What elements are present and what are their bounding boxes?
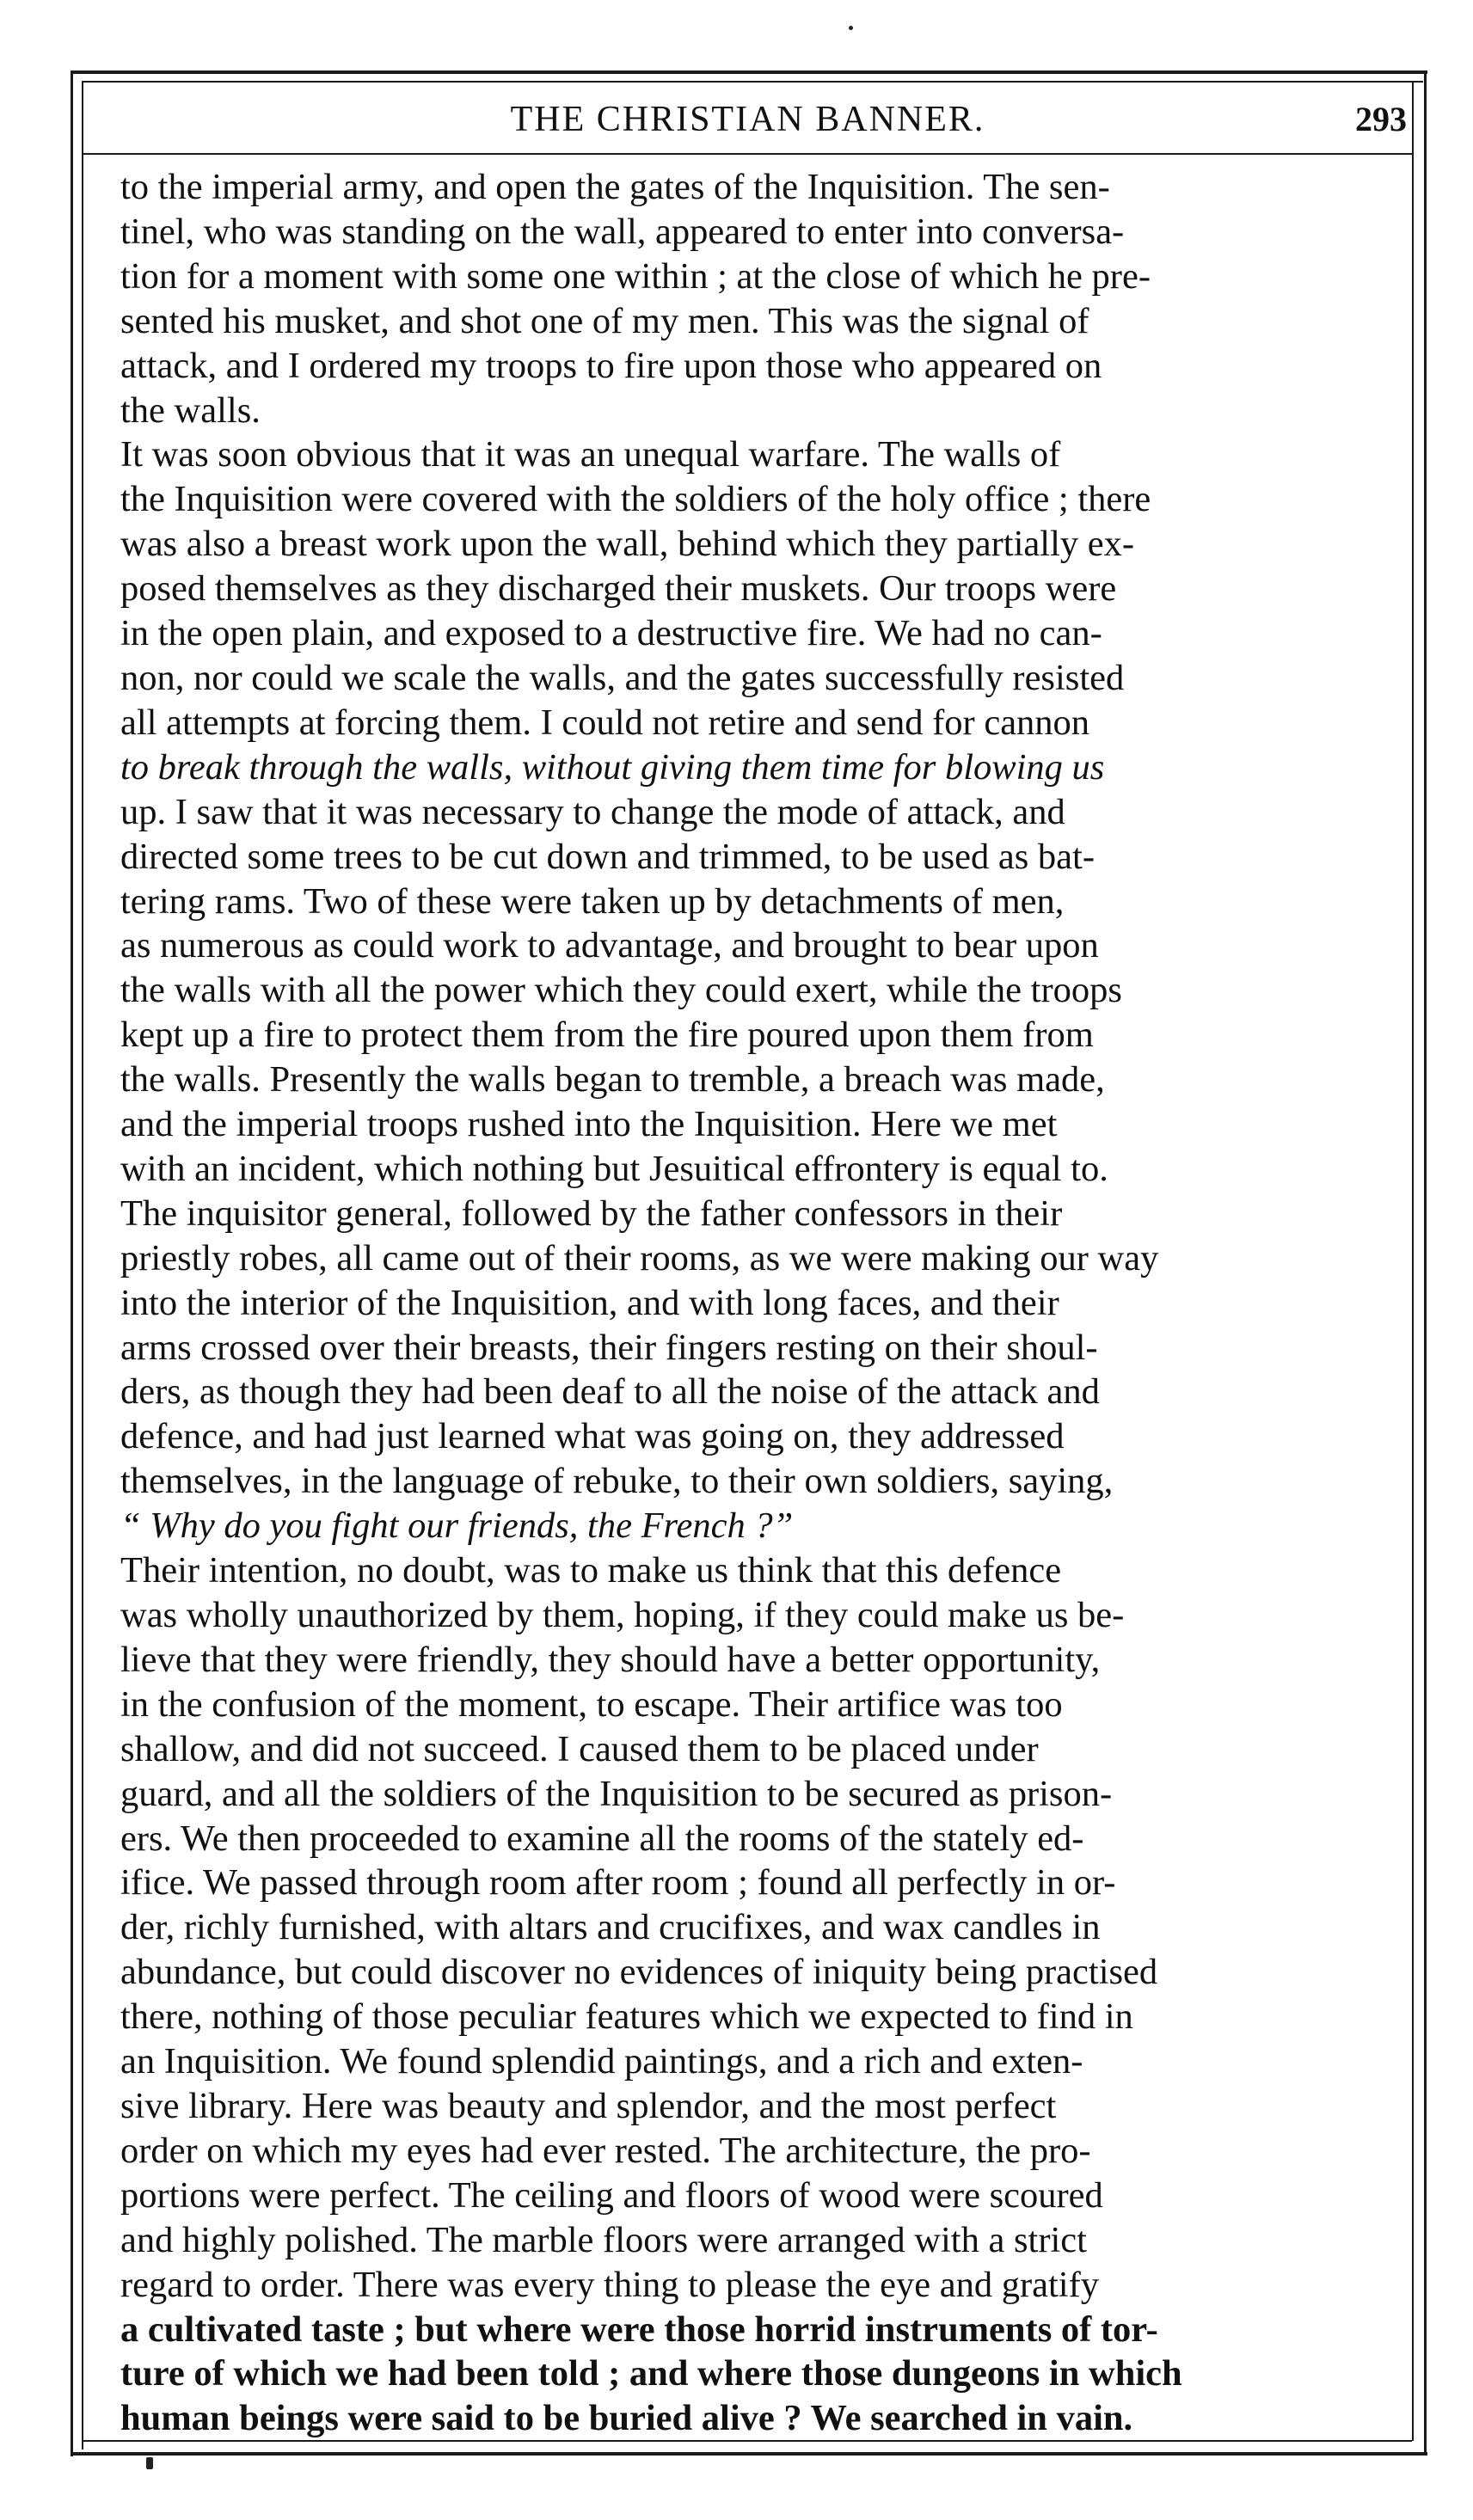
- text-line: shallow, and did not succeed. I caused them to be placed under: [120, 1728, 1039, 1769]
- text-line: defence, and had just learned what was going on, they addressed: [120, 1416, 1065, 1457]
- text-line: the walls. Presently the walls began to tremble, a breach was made,: [120, 1059, 1105, 1101]
- text-line: The inquisitor general, followed by the father confessors in their: [120, 1193, 1063, 1234]
- text-line: was wholly unauthorized by them, hoping, if they could make us be-: [120, 1595, 1125, 1635]
- text-line: up. I saw that it was necessary to change the mode of attack, and: [120, 791, 1065, 832]
- text-line: ers. We then proceeded to examine all the rooms of the stately ed-: [120, 1818, 1084, 1859]
- text-line: tering rams. Two of these were taken up by detachments of men,: [120, 880, 1065, 922]
- text-line: themselves, in the language of rebuke, to their own soldiers, saying,: [120, 1461, 1114, 1502]
- text-line: posed themselves as they discharged their muskets. Our troops were: [120, 568, 1117, 610]
- text-line: priestly robes, all came out of their rooms, as we were making our way: [120, 1237, 1159, 1278]
- text-line: there, nothing of those peculiar features which we expected to find in: [120, 1996, 1133, 2038]
- text-line: attack, and I ordered my troops to fire upon those who appeared on: [120, 345, 1102, 386]
- text-line: a cultivated taste ; but where were those horrid instruments of tor-: [120, 2308, 1158, 2350]
- text-line: guard, and all the soldiers of the Inquisition to be secured as prison-: [120, 1773, 1113, 1814]
- quoted-speech-line: “ Why do you fight our friends, the French ?”: [120, 1505, 794, 1547]
- text-line: human beings were said to be buried alive ? We searched in vain.: [120, 2398, 1133, 2439]
- text-line: regard to order. There was every thing to please the eye and gratify: [120, 2264, 1099, 2305]
- text-line: ders, as though they had been deaf to all the noise of the attack and: [120, 1371, 1100, 1413]
- text-line: portions were perfect. The ceiling and floors of wood were scoured: [120, 2174, 1103, 2216]
- text-line: the walls.: [120, 389, 261, 431]
- running-head: [83, 90, 1412, 150]
- left-border-rule: [71, 71, 73, 2456]
- text-line: It was soon obvious that it was an unequal warfare. The walls of: [120, 434, 1061, 475]
- text-line: directed some trees to be cut down and trimmed, to be used as bat-: [120, 836, 1095, 877]
- page-number: 293: [1355, 100, 1407, 138]
- text-line: as numerous as could work to advantage, and brought to bear upon: [120, 925, 1099, 966]
- text-line: the walls with all the power which they could exert, while the troops: [120, 970, 1122, 1011]
- text-line: Their intention, no doubt, was to make us think that this defence: [120, 1550, 1062, 1591]
- left-inner-rule: [82, 81, 83, 2449]
- text-line: ture of which we had been told ; and where those dungeons in which: [120, 2353, 1182, 2394]
- text-line: in the open plain, and exposed to a destructive fire. We had no can-: [120, 613, 1102, 654]
- text-line: sive library. Here was beauty and splendor, and the most perfect: [120, 2085, 1057, 2126]
- text-line: der, richly furnished, with altars and crucifixes, and wax candles in: [120, 1907, 1101, 1948]
- bottom-border-rule: [73, 2452, 1427, 2456]
- top-border-rule: [73, 71, 1427, 74]
- text-line: all attempts at forcing them. I could not retire and send for cannon: [120, 702, 1090, 743]
- text-line: ifice. We passed through room after room ; found all perfectly in or-: [120, 1862, 1116, 1904]
- text-line: lieve that they were friendly, they should have a better opportunity,: [120, 1639, 1101, 1680]
- text-line: sented his musket, and shot one of my men. This was the signal of: [120, 300, 1089, 341]
- text-line: order on which my eyes had ever rested. The architecture, the pro-: [120, 2130, 1091, 2171]
- text-line: and highly polished. The marble floors were arranged with a strict: [120, 2219, 1087, 2260]
- text-line-italic: to break through the walls, without giving them time for blowing us: [120, 746, 1105, 788]
- ink-speck: [849, 26, 853, 30]
- text-line: kept up a fire to protect them from the fire poured upon them from: [120, 1015, 1094, 1056]
- journal-title: THE CHRISTIAN BANNER.: [510, 100, 985, 139]
- article-body: [120, 165, 1376, 2441]
- ink-speck: [146, 2457, 153, 2469]
- right-inner-rule: [1412, 81, 1414, 2441]
- text-line: was also a breast work upon the wall, behind which they partially ex-: [120, 524, 1135, 565]
- right-border-rule: [1424, 72, 1427, 2454]
- top-inner-rule: [82, 81, 1423, 83]
- text-line: in the confusion of the moment, to escape. Their artifice was too: [120, 1683, 1063, 1725]
- text-line: the Inquisition were covered with the soldiers of the holy office ; there: [120, 479, 1151, 520]
- header-rule: [83, 153, 1412, 155]
- text-line: to the imperial army, and open the gates of the Inquisition. The sen-: [120, 167, 1110, 207]
- text-line: abundance, but could discover no evidences of iniquity being practised: [120, 1952, 1158, 1993]
- text-line: an Inquisition. We found splendid paintings, and a rich and exten-: [120, 2041, 1083, 2082]
- text-line: tion for a moment with some one within ; at the close of which he pre-: [120, 255, 1151, 297]
- text-line: arms crossed over their breasts, their fingers resting on their shoul-: [120, 1327, 1098, 1368]
- text-line: non, nor could we scale the walls, and the gates successfully resisted: [120, 657, 1125, 698]
- text-line: into the interior of the Inquisition, and with long faces, and their: [120, 1282, 1059, 1323]
- text-line: and the imperial troops rushed into the Inquisition. Here we met: [120, 1104, 1058, 1145]
- text-line: tinel, who was standing on the wall, appeared to enter into conversa-: [120, 211, 1125, 252]
- text-line: with an incident, which nothing but Jesuitical effrontery is equal to.: [120, 1148, 1108, 1189]
- bottom-inner-rule: [83, 2440, 1412, 2442]
